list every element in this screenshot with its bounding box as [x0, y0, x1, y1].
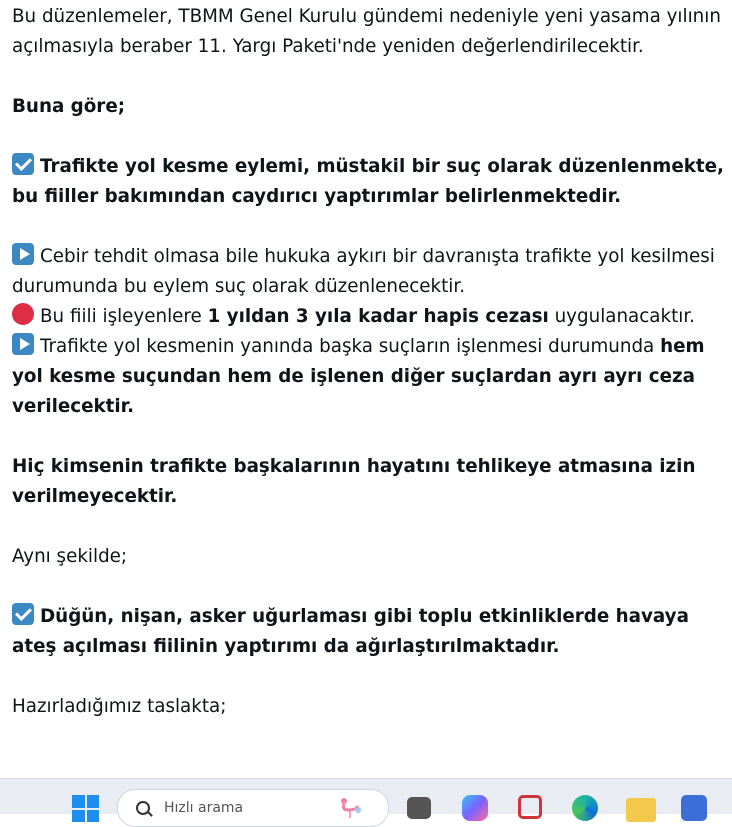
- windows-start-icon[interactable]: [72, 795, 99, 822]
- paragraph-likewise: Aynı şekilde;: [12, 546, 128, 567]
- play-button-icon: [12, 333, 34, 355]
- flamingo-icon: [336, 796, 364, 818]
- check-mark-button-icon: [12, 603, 34, 625]
- post-body: [12, 2, 724, 722]
- microsoft-store-icon[interactable]: [681, 795, 707, 821]
- paragraph-item-4: Trafikte yol kesmenin yanında başka suçların işlenmesi durumunda hem yol kesme suçundan hem de işlenen diğer suçlardan ayrı ayrı ceza verilecektir.: [12, 332, 724, 422]
- copilot-icon[interactable]: [462, 795, 488, 821]
- paragraph-statement: Hiç kimsenin trafikte başkalarının hayatını tehlikeye atmasına izin verilmeyecektir.: [12, 456, 696, 507]
- paragraph-item-1: Trafikte yol kesme eylemi, müstakil bir suç olarak düzenlenmekte, bu fiiller bakımından caydırıcı yaptırımlar belirlenmektedir.: [12, 152, 724, 212]
- play-button-icon: [12, 243, 34, 265]
- paragraph-intro: Bu düzenlemeler, TBMM Genel Kurulu gündemi nedeniyle yeni yasama yılının açılmasıyla beraber 11. Yargı Paketi'nde yeniden değerlendirilecektir.: [12, 6, 721, 57]
- paragraph-item-5: Düğün, nişan, asker uğurlaması gibi toplu etkinliklerde havaya ateş açılması fiilinin yaptırımı da ağırlaştırılmaktadır.: [12, 602, 724, 662]
- paragraph-draft: Hazırladığımız taslakta;: [12, 696, 227, 717]
- paragraph-item-2: Cebir tehdit olmasa bile hukuka aykırı bir davranışta trafikte yol kesilmesi durumunda bu eylem suç olarak düzenlenecektir.: [12, 242, 724, 302]
- edge-browser-icon[interactable]: [572, 795, 598, 821]
- paragraph-item-3: Bu fiili işleyenlere 1 yıldan 3 yıla kadar hapis cezası uygulanacaktır.: [12, 302, 724, 332]
- search-placeholder: Hızlı arama: [164, 800, 244, 816]
- red-circle-icon: [12, 303, 34, 325]
- file-explorer-icon[interactable]: [626, 798, 656, 822]
- task-view-icon[interactable]: [407, 797, 431, 819]
- taskbar-search-box[interactable]: [117, 789, 389, 827]
- snipping-tool-icon[interactable]: [518, 795, 542, 819]
- paragraph-heading: Buna göre;: [12, 96, 126, 117]
- check-mark-button-icon: [12, 153, 34, 175]
- windows-taskbar: [0, 778, 732, 814]
